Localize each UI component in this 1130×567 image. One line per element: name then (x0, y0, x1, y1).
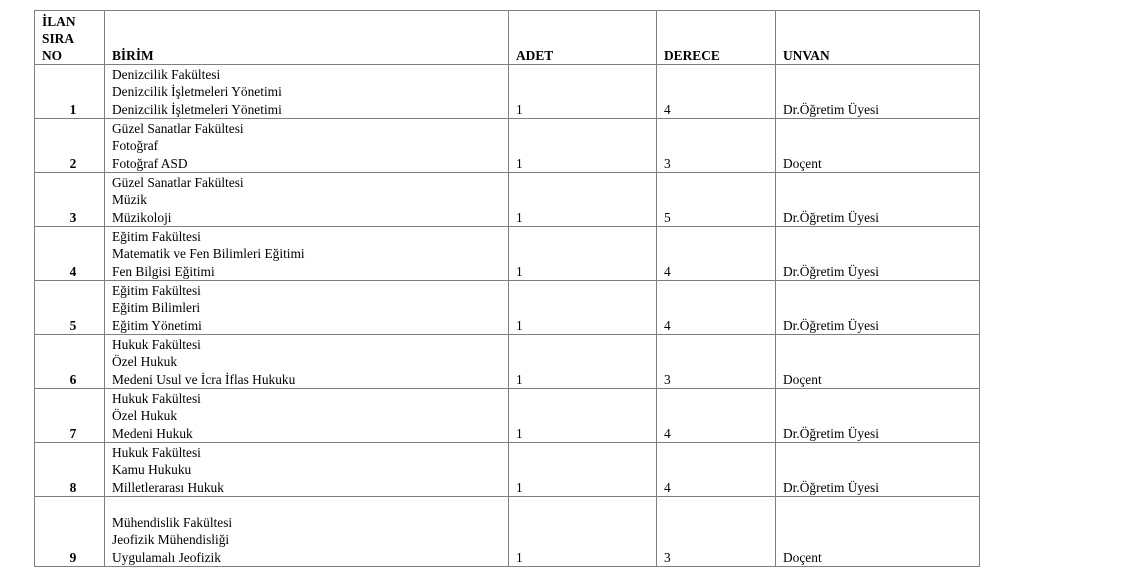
adet-cell: 1 (509, 227, 657, 281)
table-row (35, 173, 980, 227)
unvan-cell: Dr.Öğretim Üyesi (776, 227, 980, 281)
header-ilan-sira-no (35, 11, 105, 65)
derece-cell: 4 (657, 227, 776, 281)
birim-line: Milletlerarası Hukuk (112, 479, 224, 495)
birim-line: Hukuk Fakültesi (112, 390, 201, 406)
derece-cell: 3 (657, 335, 776, 389)
derece-cell: 4 (657, 389, 776, 443)
birim-line: Kamu Hukuku (112, 462, 192, 478)
adet-cell: 1 (509, 443, 657, 497)
birim-cell (105, 335, 509, 389)
ilan-no-cell: 5 (35, 281, 105, 335)
unvan-cell: Dr.Öğretim Üyesi (776, 65, 980, 119)
table-row (35, 65, 980, 119)
header-row (35, 11, 980, 65)
birim-line: Özel Hukuk (112, 408, 178, 424)
birim-line: Medeni Hukuk (112, 425, 193, 441)
birim-line: Müzik (112, 192, 147, 208)
birim-cell (105, 443, 509, 497)
table-row (35, 443, 980, 497)
table-row (35, 227, 980, 281)
birim-line: Müzikoloji (112, 209, 172, 225)
derece-cell: 4 (657, 443, 776, 497)
ilan-no-cell: 4 (35, 227, 105, 281)
ilan-no-cell: 8 (35, 443, 105, 497)
unvan-cell: Dr.Öğretim Üyesi (776, 389, 980, 443)
birim-line: Hukuk Fakültesi (112, 336, 201, 352)
birim-line: Denizcilik İşletmeleri Yönetimi (112, 84, 282, 100)
ilan-no-cell: 9 (35, 497, 105, 567)
birim-line: Eğitim Fakültesi (112, 228, 201, 244)
derece-cell: 3 (657, 497, 776, 567)
birim-line: Güzel Sanatlar Fakültesi (112, 120, 244, 136)
header-birim: BİRİM (105, 11, 509, 65)
birim-cell (105, 65, 509, 119)
birim-line: Denizcilik İşletmeleri Yönetimi (112, 101, 282, 117)
ilan-table (34, 10, 980, 567)
birim-line: Fotoğraf ASD (112, 155, 188, 171)
adet-cell: 1 (509, 119, 657, 173)
birim-cell (105, 119, 509, 173)
birim-cell (105, 389, 509, 443)
derece-cell: 4 (657, 281, 776, 335)
table-row (35, 335, 980, 389)
unvan-cell: Doçent (776, 497, 980, 567)
ilan-table-body (35, 11, 980, 567)
birim-line: Fotoğraf (112, 138, 159, 154)
birim-line: Eğitim Bilimleri (112, 300, 201, 316)
birim-line: Medeni Usul ve İcra İflas Hukuku (112, 371, 296, 387)
table-row (35, 497, 980, 567)
unvan-cell: Dr.Öğretim Üyesi (776, 281, 980, 335)
adet-cell: 1 (509, 497, 657, 567)
header-adet: ADET (509, 11, 657, 65)
ilan-no-cell: 6 (35, 335, 105, 389)
header-unvan: UNVAN (776, 11, 980, 65)
derece-cell: 5 (657, 173, 776, 227)
table-row (35, 119, 980, 173)
adet-cell: 1 (509, 173, 657, 227)
header-no-line: İLAN (42, 14, 76, 29)
ilan-no-cell: 3 (35, 173, 105, 227)
birim-line: Güzel Sanatlar Fakültesi (112, 174, 244, 190)
adet-cell: 1 (509, 281, 657, 335)
birim-line: Mühendislik Fakültesi (112, 514, 233, 530)
ilan-no-cell: 1 (35, 65, 105, 119)
birim-line: Jeofizik Mühendisliği (112, 532, 230, 548)
derece-cell: 4 (657, 65, 776, 119)
birim-line: Denizcilik Fakültesi (112, 66, 221, 82)
birim-cell (105, 497, 509, 567)
birim-line: Özel Hukuk (112, 354, 178, 370)
adet-cell: 1 (509, 65, 657, 119)
header-derece: DERECE (657, 11, 776, 65)
table-row (35, 389, 980, 443)
unvan-cell: Dr.Öğretim Üyesi (776, 443, 980, 497)
birim-line: Eğitim Yönetimi (112, 317, 202, 333)
unvan-cell: Dr.Öğretim Üyesi (776, 173, 980, 227)
birim-cell (105, 173, 509, 227)
birim-line: Uygulamalı Jeofizik (112, 549, 221, 565)
unvan-cell: Doçent (776, 335, 980, 389)
birim-line: Hukuk Fakültesi (112, 444, 201, 460)
derece-cell: 3 (657, 119, 776, 173)
adet-cell: 1 (509, 335, 657, 389)
header-no-line: SIRA (42, 31, 74, 46)
ilan-no-cell: 7 (35, 389, 105, 443)
unvan-cell: Doçent (776, 119, 980, 173)
birim-cell (105, 227, 509, 281)
birim-cell (105, 281, 509, 335)
table-row (35, 281, 980, 335)
birim-line: Eğitim Fakültesi (112, 282, 201, 298)
adet-cell: 1 (509, 389, 657, 443)
birim-line: Matematik ve Fen Bilimleri Eğitimi (112, 246, 305, 262)
header-no-line: NO (42, 48, 63, 63)
birim-line: Fen Bilgisi Eğitimi (112, 263, 215, 279)
ilan-no-cell: 2 (35, 119, 105, 173)
